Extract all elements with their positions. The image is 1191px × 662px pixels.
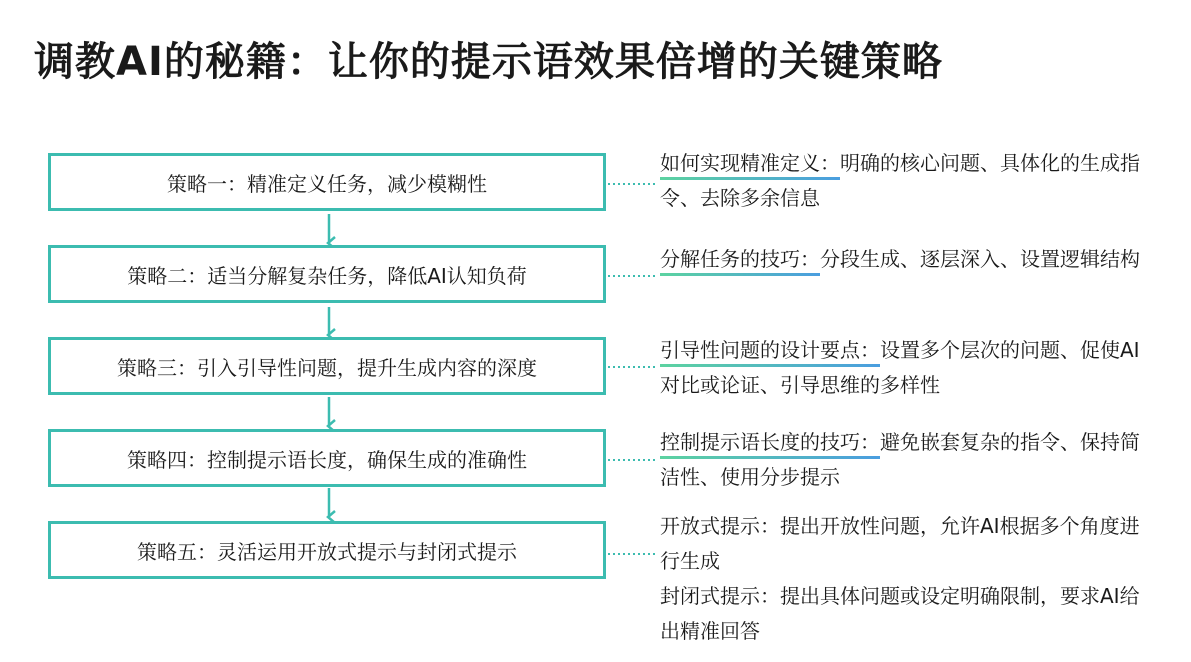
note-5 xyxy=(660,509,1150,649)
note-2-text: 分段生成、逐层深入、设置逻辑结构 xyxy=(820,247,1140,271)
note-2 xyxy=(660,242,1150,277)
note-3-text: 设置多个层次的问题、促使AI对比或论证、引导思维的多样性 xyxy=(660,338,1140,397)
note-1-text: 明确的核心问题、具体化的生成指令、去除多余信息 xyxy=(660,151,1140,210)
strategy-box-1: 策略一：精准定义任务，减少模糊性 xyxy=(48,153,606,211)
note-1-heading: 如何实现精准定义： xyxy=(660,149,840,180)
note-4-text: 避免嵌套复杂的指令、保持简洁性、使用分步提示 xyxy=(660,430,1140,489)
note-4-heading: 控制提示语长度的技巧： xyxy=(660,428,880,459)
note-5-open-prompt: 开放式提示：提出开放性问题，允许AI根据多个角度进行生成 xyxy=(660,514,1140,573)
note-3 xyxy=(660,333,1150,403)
strategy-box-5: 策略五：灵活运用开放式提示与封闭式提示 xyxy=(48,521,606,579)
note-4 xyxy=(660,425,1150,495)
page-title: 调教AI的秘籍：让你的提示语效果倍增的关键策略 xyxy=(34,39,943,85)
note-2-heading: 分解任务的技巧： xyxy=(660,245,820,276)
note-3-heading: 引导性问题的设计要点： xyxy=(660,336,880,367)
note-1 xyxy=(660,146,1150,216)
note-5-closed-prompt: 封闭式提示：提出具体问题或设定明确限制，要求AI给出精准回答 xyxy=(660,584,1140,643)
strategy-box-2: 策略二：适当分解复杂任务，降低AI认知负荷 xyxy=(48,245,606,303)
strategy-box-3: 策略三：引入引导性问题，提升生成内容的深度 xyxy=(48,337,606,395)
strategy-box-4: 策略四：控制提示语长度，确保生成的准确性 xyxy=(48,429,606,487)
